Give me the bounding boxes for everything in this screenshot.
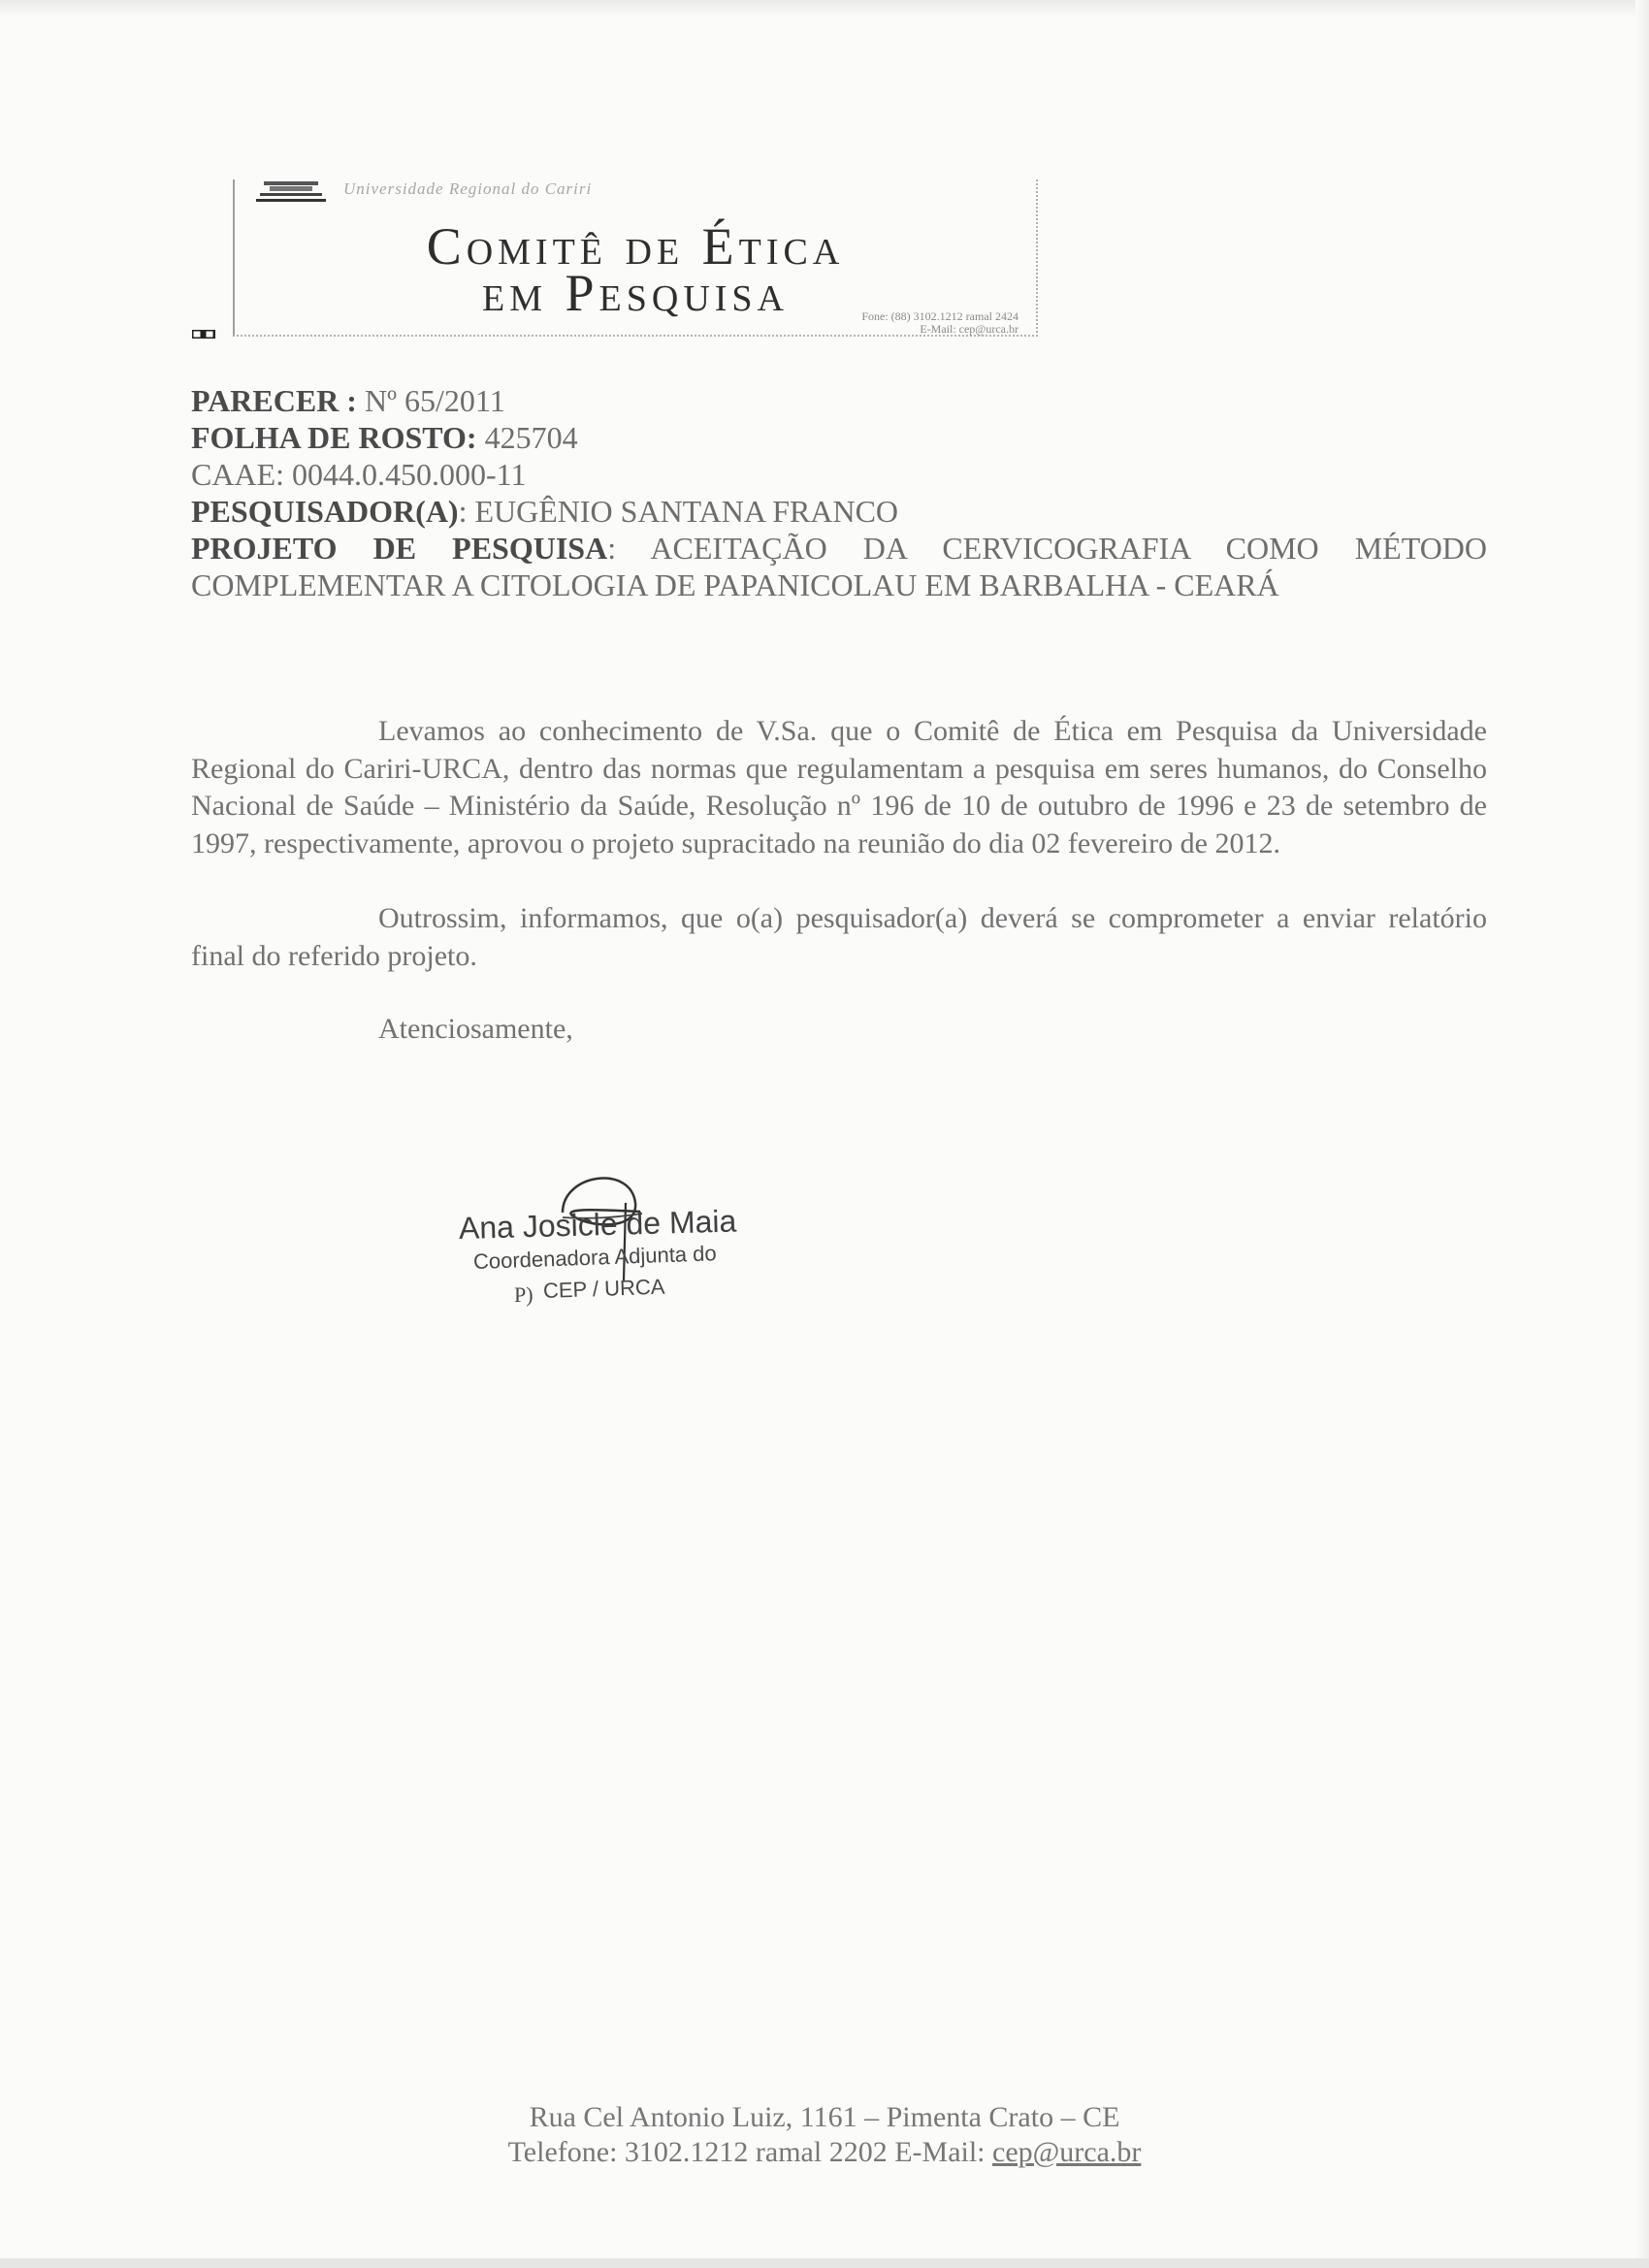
- caae-label: CAAE: [191, 457, 276, 492]
- corner-mark-icon: [192, 330, 215, 339]
- footer-phone: Telefone: 3102.1212 ramal 2202 E-Mail:: [507, 2136, 986, 2168]
- scan-edge-top: [0, 0, 1649, 17]
- body-paragraph-1: Levamos ao conhecimento de V.Sa. que o Comitê de Ética em Pesquisa da Universidade Regional do Cariri-URCA, dentro das normas que regulamentam a pesquisa em seres humanos, do Conselho Nacional de Saúde – Ministério da Saúde, Resolução nº 196 de 10 de outubro de 1996 e 23 de setembro de 1997, respectivamente, aprovou o projeto supracitado na reunião do dia 02 fevereiro de 2012.: [191, 715, 1487, 859]
- university-crest-icon: [256, 179, 326, 205]
- footer-email-link[interactable]: cep@urca.br: [992, 2136, 1142, 2168]
- scan-edge-bottom: [0, 2258, 1649, 2268]
- signatory-role: Coordenadora Adjunta do: [472, 1241, 718, 1274]
- letterhead: [233, 179, 1038, 337]
- letterhead-title-line1: Comitê de Ética: [426, 217, 845, 275]
- body-paragraph-2: Outrossim, informamos, que o(a) pesquisador(a) deverá se comprometer a enviar relatório final do referido projeto.: [191, 902, 1487, 972]
- projeto-value-line2: COMPLEMENTAR A CITOLOGIA DE PAPANICOLAU EM BARBALHA - CEARÁ: [191, 567, 1279, 602]
- projeto-value-line1: ACEITAÇÃO DA CERVICOGRAFIA COMO MÉTODO: [650, 531, 1488, 566]
- footer-address: Rua Cel Antonio Luiz, 1161 – Pimenta Crato – CE: [529, 2101, 1120, 2133]
- caae-value: 0044.0.450.000-11: [292, 457, 527, 492]
- letterhead-email: E-Mail: cep@urca.br: [920, 322, 1018, 336]
- footer-contact: [0, 2136, 1649, 2169]
- pesquisador-line: PESQUISADOR(A): EUGÊNIO SANTANA FRANCO: [191, 494, 899, 529]
- closing: Atenciosamente,: [378, 1013, 573, 1045]
- parecer-line: PARECER : Nº 65/2011: [191, 383, 505, 418]
- letterhead-title-line2: em Pesquisa: [482, 264, 789, 322]
- pesquisador-label: PESQUISADOR(A): [191, 494, 459, 529]
- signatory-initial: P): [514, 1282, 534, 1307]
- folha-de-rosto-value: 425704: [484, 420, 578, 455]
- projeto-line1: PROJETO DE PESQUISA: ACEITAÇÃO DA CERVICOGRAFIA COMO MÉTODO: [191, 531, 1488, 566]
- signatory-name: Ana Josicle de Maia: [458, 1203, 737, 1246]
- parecer-value: Nº 65/2011: [364, 383, 505, 418]
- letterhead-phone: Fone: (88) 3102.1212 ramal 2424: [861, 309, 1018, 323]
- folha-de-rosto-line: FOLHA DE ROSTO: 425704: [191, 420, 578, 455]
- letterhead-university: Universidade Regional do Cariri: [343, 179, 593, 198]
- pesquisador-value: EUGÊNIO SANTANA FRANCO: [474, 494, 899, 529]
- signatory-unit: CEP / URCA: [542, 1274, 665, 1303]
- projeto-label: PROJETO DE PESQUISA: [191, 531, 608, 566]
- parecer-label: PARECER: [191, 383, 340, 418]
- scan-edge-right: [1635, 0, 1649, 2268]
- caae-line: CAAE: 0044.0.450.000-11: [191, 457, 527, 492]
- folha-de-rosto-label: FOLHA DE ROSTO: [191, 420, 467, 455]
